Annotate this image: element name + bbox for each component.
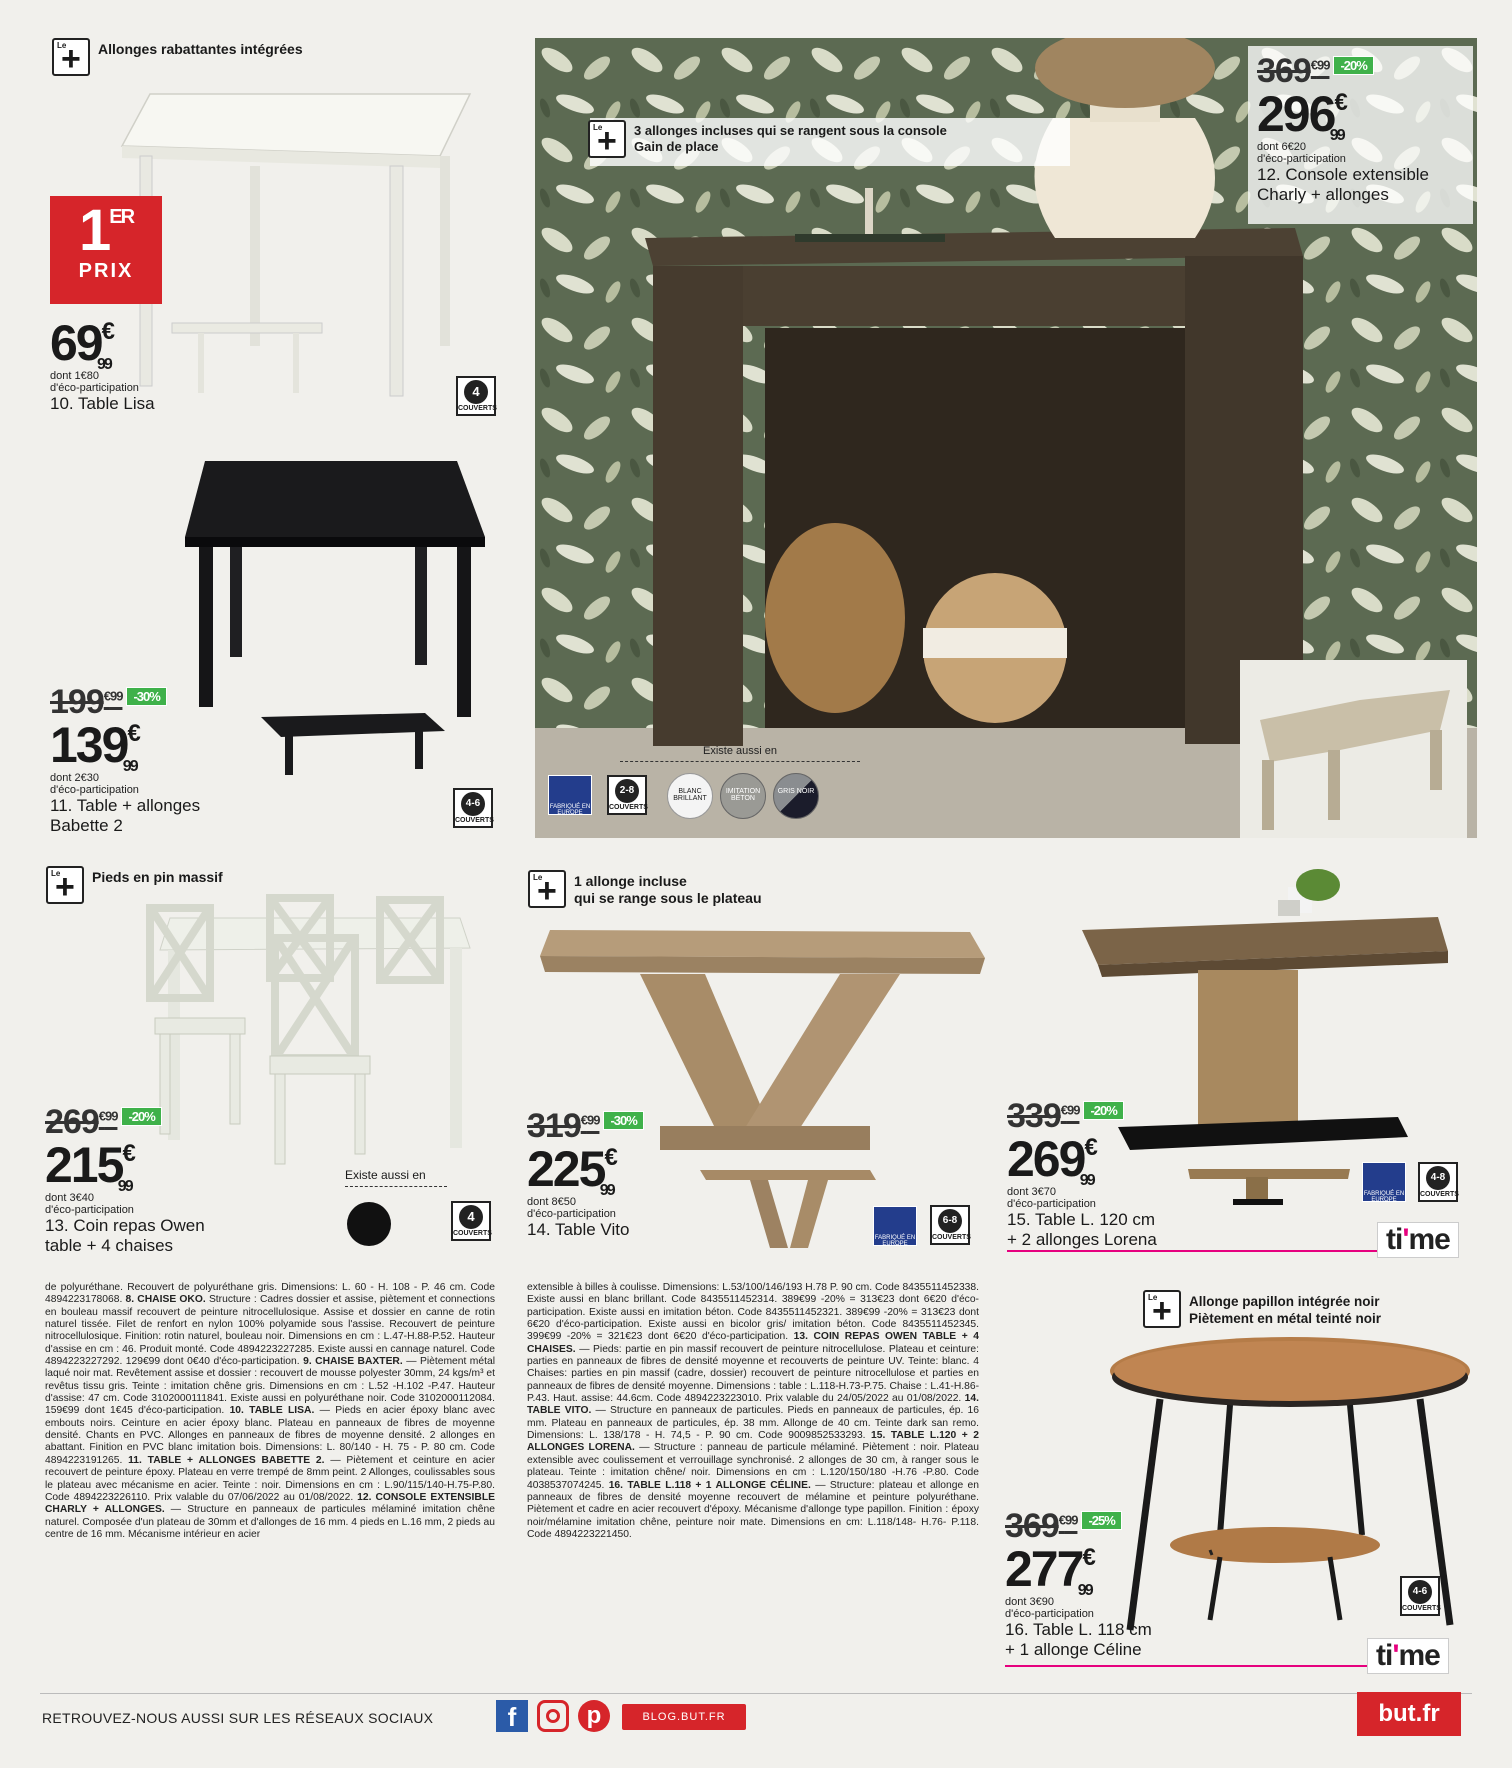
- couverts-badge-babette: 4-6 COUVERTS: [453, 788, 493, 828]
- couverts-badge-lorena: 4-8 COUVERTS: [1418, 1162, 1458, 1202]
- fine-print-text: — Structure : panneau de particule mélaminé. Piètement : noir. Plateau extensible avec coulissement et verrouillage synchronisé. 2 allonges de 30 cm, à ranger sous le plateau. Teinte : imitation chêne/ noir. Dimensions en cm : L.120/150/180 -H.76 -P.80. Code 4038537074245.: [527, 1442, 979, 1491]
- fine-print-text: — Piètement métal laqué noir mat. Revêtement assise et dossier : recouvert de mousse polyester 30mm, 24 kgs/m³ et revêtus tissu gris. Teinte : imitation chêne gris. Dimensions en cm : L.52 -H.102 -P.47. Hauteur d'assise: 47 cm. Code 3102000111841. Existe aussi en polyuréthane noir. Code 3102000112084. 159€99 dont 1€45 d'éco-participation.: [45, 1356, 495, 1417]
- brand-line-lorena: [1007, 1250, 1377, 1252]
- fine-print-text: — Structure en panneaux de particules. Pieds en panneaux de particules, ép. 16 mm. Plateau en panneaux de particules, ép. 38 mm. Allonge de 40 cm. Teinte dark san remo. Dimensions: L. 138/178 - H. 74,5 - P. 90 cm. Code 9009852533293.: [527, 1405, 979, 1442]
- price-celine: $369^{€99}$ -25% $277^{€99}$ dont 3€90 d'éco-participation 16. Table L. 118 cm + 1 allonge Céline: [1005, 1507, 1152, 1659]
- fine-print-heading: 16. TABLE L.118 + 1 ALLONGE CÉLINE.: [608, 1479, 811, 1491]
- plus-icon: [588, 120, 626, 158]
- feature-text: Allonges rabattantes intégrées: [98, 41, 303, 57]
- instagram-icon[interactable]: [537, 1700, 569, 1732]
- exists-owen-line: [345, 1186, 447, 1187]
- exists-charly: Existe aussi en: [703, 745, 777, 757]
- feature-lisa: [52, 38, 303, 76]
- couverts-badge-owen: 4 COUVERTS: [451, 1201, 491, 1241]
- price-babette: $199^{€99}$ -30% $139^{€99}$ dont 2€30 d'éco-participation 11. Table + allonges Babette 2: [50, 683, 201, 835]
- fine-print-text: — Pieds: partie en pin massif recouvert de peinture nitrocellulose. Plateau et ceinture: parties en panneaux de fibres de densité moyenne et recouverts de peinture UV. Teinte: blanc. 4 Chaises: parties en pin massif (cadre, dossier) recouvert de peinture nitrocellulose et parties en panneaux de fibres de densité moyenne. Dimensions : table : L.118-H.73-P.75. Chaise : L.41-H.86-P.43. Haut. assise: 44.6cm. Code 4894223223010. Prix valable du 24/05/2022 au 01/08/2022.: [527, 1343, 979, 1405]
- fine-print-heading: 14. TABLE VITO.: [527, 1393, 979, 1417]
- brand-logo-lorena: ti'me: [1377, 1222, 1459, 1258]
- fine-print-col2: [527, 1282, 979, 1541]
- blog-link[interactable]: BLOG.BUT.FR: [622, 1704, 746, 1730]
- facebook-icon[interactable]: f: [496, 1700, 528, 1732]
- eu-flag-charly: FABRIQUÉ EN EUROPE: [548, 775, 592, 815]
- brand-line-celine: [1005, 1665, 1375, 1667]
- price-lisa: $69^{€99}$ dont 1€80 d'éco-participation 10. Table Lisa: [50, 315, 155, 413]
- couverts-badge-vito: 6-8 COUVERTS: [930, 1205, 970, 1245]
- pinterest-icon[interactable]: p: [578, 1700, 610, 1732]
- fine-print-text: — Structure en panneaux de particules mélaminé imitation chêne naturel. Composée d'un plateau de 30mm et d'allonges de 16 mm. 4 pieds en L.16 mm, 2 pieds au centre de 16 mm. Mécanisme intérieur en acier: [45, 1504, 495, 1540]
- fine-print-text: Structure : Cadres dossier et assise, piètement et connections en bouleau massif recouvert de peinture nitrocellulosique. Assise et dossier en canne de rotin naturel tissée. Filet de renfort en nylon 100% polyamide sous l'assise. Recouvert de peinture nitrocellulosique. Finition: rotin naturel, bouleau noir. Dimensions en cm : L.47-H.88-P.52. Hauteur d'assise en cm : 46. Produit monté. Code 4894223227285. Existe aussi en cannage naturel. Code 4894223227292. 129€99 dont 0€40 d'éco-participation.: [45, 1294, 495, 1368]
- plus-icon: [52, 38, 90, 76]
- footer-social-text: RETROUVEZ-NOUS AUSSI SUR LES RÉSEAUX SOCIAUX: [42, 1710, 434, 1726]
- exists-owen: Existe aussi en: [345, 1168, 426, 1182]
- product-name-lisa: 10. Table Lisa: [50, 394, 155, 413]
- feature-celine: Le + Allonge papillon intégrée noir Piètement en métal teinté noir: [1143, 1290, 1381, 1328]
- plus-icon: [46, 866, 84, 904]
- price-owen: $269^{€99}$ -20% $215^{€99}$ dont 3€40 d'éco-participation 13. Coin repas Owen table + 4 chaises: [45, 1103, 205, 1255]
- fine-print-text: — Structure: plateau et allonge en panneaux de fibres de densité moyenne recouvert de mélamine et peinture polyuréthane. Piètement et cadre en acier recouvert d'époxy. Mécanisme d'allonge type papillon. Finition : époxy noir/mélamine imitation chêne, peinture noir mate. Dimensions en cm: L.118/148- H.76- P.118. Code 4894223221450.: [527, 1479, 979, 1540]
- fine-print-heading: 12. CONSOLE EXTENSIBLE CHARLY + ALLONGES.: [45, 1491, 496, 1516]
- console-charly-inset: [1240, 660, 1467, 838]
- fine-print-heading: 9. CHAISE BAXTER.: [303, 1356, 403, 1368]
- fine-print-col1: [45, 1282, 495, 1541]
- couverts-badge-celine: 4-6 COUVERTS: [1400, 1576, 1440, 1616]
- color-swatch-white: BLANC BRILLANT: [667, 773, 713, 819]
- table-babette-image: [185, 455, 485, 775]
- couverts-badge-charly: 2-8 COUVERTS: [607, 775, 647, 815]
- feature-owen: Le + Pieds en pin massif: [46, 866, 223, 904]
- couverts-badge-lisa: 4 COUVERTS: [456, 376, 496, 416]
- eu-flag-lorena: FABRIQUÉ EN EUROPE: [1362, 1162, 1406, 1202]
- price-charly: $369^{€99}$ -20% $296^{€99}$ dont 6€20 d'éco-participation 12. Console extensible Charly + allonges: [1257, 52, 1430, 204]
- fine-print-heading: 13. COIN REPAS OWEN TABLE + 4 CHAISES.: [527, 1331, 979, 1355]
- table-lisa-image: [110, 76, 490, 406]
- fine-print-text: — Pieds en acier époxy blanc avec embouts noirs. Ceinture en acier époxy blanc. Plateau en panneaux de fibres de moyenne densité. Chants en PVC. Allonges en panneaux de fibres de moyenne densité. 2 allonges en abattant. Finition en PVC blanc imitation bois. Dimensions: L. 80/140 - H. 75 - P. 80 cm. Code 4894223191265.: [45, 1405, 496, 1466]
- brand-logo-celine: ti'me: [1367, 1638, 1449, 1674]
- footer-rule: [40, 1693, 1472, 1694]
- plus-icon: [1143, 1290, 1181, 1328]
- feature-vito: Le + 1 allonge incluse qui se range sous le plateau: [528, 870, 762, 908]
- fine-print-heading: 10. TABLE LISA.: [229, 1405, 315, 1417]
- feature-charly: Le + 3 allonges incluses qui se rangent sous la console Gain de place: [588, 120, 947, 158]
- fine-print-text: de polyuréthane. Recouvert de polyuréthane gris. Dimensions: L. 60 - H. 108 - P. 46 cm. Code 4894223178068.: [45, 1282, 495, 1306]
- exists-charly-line: [620, 761, 860, 762]
- fine-print-heading: 11. TABLE + ALLONGES BABETTE 2.: [128, 1454, 325, 1466]
- price-vito: $319^{€99}$ -30% $225^{€99}$ dont 8€50 d'éco-participation 14. Table Vito: [527, 1107, 644, 1240]
- color-swatch-gris-noir: GRIS NOIR: [773, 773, 819, 819]
- color-swatch-black: [347, 1202, 391, 1246]
- fine-print-text: — Piètement et ceinture en acier recouvert de peinture époxy. Plateau en verre trempé de 8mm peint. 2 Allonges, coulissables sous le plateau avec mécanisme en acier. Teinte : noir. Dimensions en cm : L.90/115/140-H.75-P.80. Code 4894223226110. Prix valable du 07/06/2022 au 01/08/2022.: [45, 1454, 496, 1503]
- fine-print-text: extensible à billes à coulisse. Dimensions: L.53/100/146/193 H.78 P. 90 cm. Code 8435511452338. Existe aussi en blanc brillant. Code 8435511452314. 389€99 -20% = 313€23 dont 6€20 d'éco-participation. Existe aussi en imitation béton. Code 8435511452321. 389€99 -20% = 313€23 dont 6€20 d'éco-participation. Existe aussi en bicolor gris/ imitation béton. Code 8435511452345. 399€99 -20% = 321€23 dont 6€20 d'éco-participation.: [527, 1282, 979, 1343]
- fine-print-heading: 8. CHAISE OKO.: [125, 1294, 206, 1306]
- site-link[interactable]: but.fr: [1357, 1692, 1461, 1736]
- color-swatch-beton: IMITATION BÉTON: [720, 773, 766, 819]
- plus-icon: [528, 870, 566, 908]
- eu-flag-vito: FABRIQUÉ EN EUROPE: [873, 1206, 917, 1246]
- price-lorena: $339^{€99}$ -20% $269^{€99}$ dont 3€70 d'éco-participation 15. Table L. 120 cm + 2 allonges Lorena: [1007, 1097, 1157, 1249]
- first-price-badge: 1ER PRIX: [50, 196, 162, 304]
- fine-print-heading: 15. TABLE L.120 + 2 ALLONGES LORENA.: [527, 1430, 979, 1454]
